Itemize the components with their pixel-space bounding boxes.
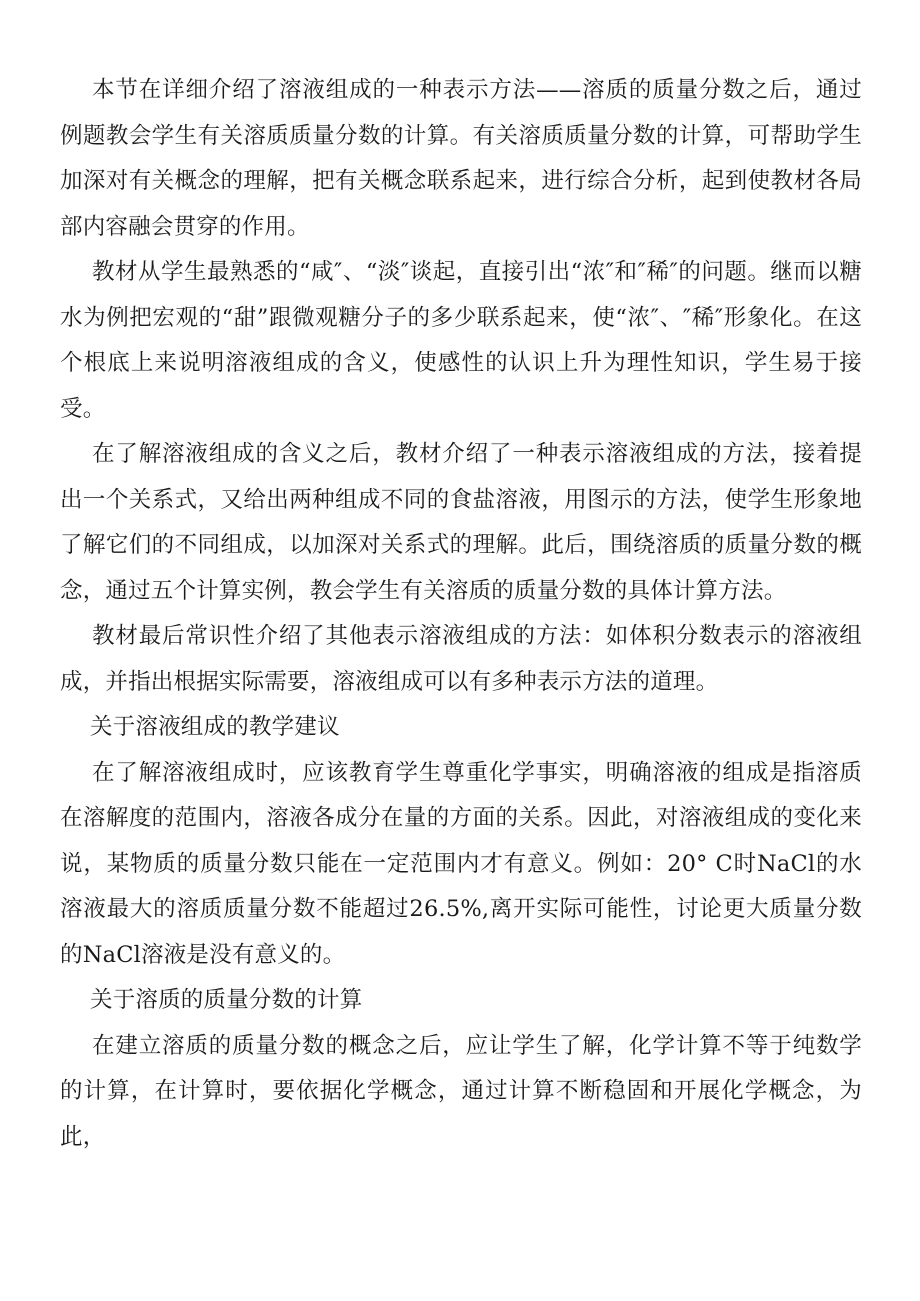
paragraph-calculation-concept: 在建立溶质的质量分数的概念之后，应让学生了解，化学计算不等于纯数学的计算，在计算时，要依据化学概念，通过计算不断稳固和开展化学概念，为此，	[60, 1032, 862, 1150]
paragraph-chemistry-facts: 在了解溶液组成时，应该教育学生尊重化学事实，明确溶液的组成是指溶质在溶解度的范围内，溶液各成分在量的方面的关系。因此，对溶液组成的变化来说，某物质的质量分数只能在一定范围内才有意义。例如：20° C时NaCl的水溶液最大的溶质质量分数不能超过26.5%,离开实际可能性，讨论更大质量分数的NaCl溶液是没有意义的。	[60, 759, 862, 968]
paragraph-textbook-approach: 教材从学生最熟悉的“咸″、“淡″谈起，直接引出“浓″和″稀″的问题。继而以糖水为例把宏观的“甜”跟微观糖分子的多少联系起来，使“浓″、″稀″形象化。在这个根底上来说明溶液组成的含义，使感性的认识上升为理性知识，学生易于接受。	[60, 259, 862, 422]
paragraph-intro: 本节在详细介绍了溶液组成的一种表示方法——溶质的质量分数之后，通过例题教会学生有关溶质质量分数的计算。有关溶质质量分数的计算，可帮助学生加深对有关概念的理解，把有关概念联系起来，进行综合分析，起到使教材各局部内容融会贯穿的作用。	[60, 77, 862, 240]
paragraph-composition-method: 在了解溶液组成的含义之后，教材介绍了一种表示溶液组成的方法，接着提出一个关系式，又给出两种组成不同的食盐溶液，用图示的方法，使学生形象地了解它们的不同组成，以加深对关系式的理解。此后，围绕溶质的质量分数的概念，通过五个计算实例，教会学生有关溶质的质量分数的具体计算方法。	[60, 441, 862, 604]
paragraph-other-methods: 教材最后常识性介绍了其他表示溶液组成的方法：如体积分数表示的溶液组成，并指出根据实际需要，溶液组成可以有多种表示方法的道理。	[60, 623, 862, 695]
section-heading-calculation: 关于溶质的质量分数的计算	[90, 987, 363, 1013]
section-heading-teaching-suggestions: 关于溶液组成的教学建议	[90, 714, 340, 740]
